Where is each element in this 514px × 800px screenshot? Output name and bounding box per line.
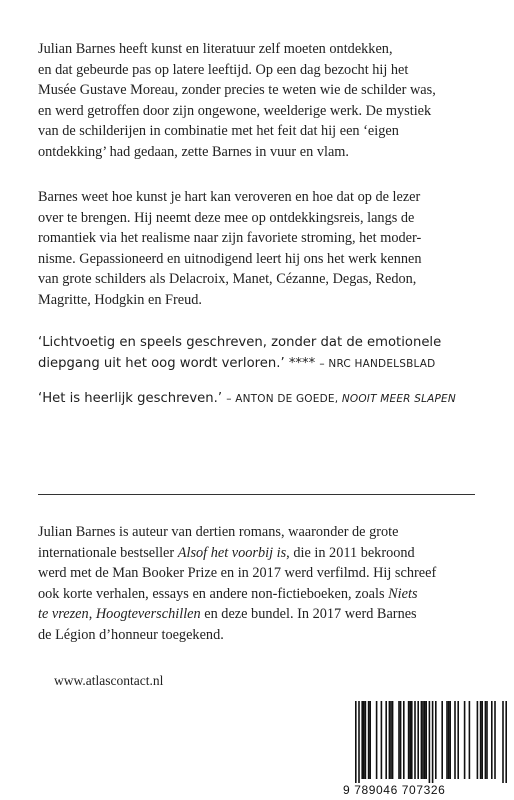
quote-text: diepgang uit het oog wordt verloren.’ **** [38,355,316,371]
quote-line [38,389,486,410]
review-quote-nrc [38,333,486,374]
barcode-bar [454,701,456,779]
barcode-bar [400,701,402,779]
barcode-bar [481,701,483,779]
book-title: Niets [388,585,418,602]
intro-line: Musée Gustave Moreau, zonder precies te weten wie de schilder was, [38,82,436,98]
bio-line [38,584,486,605]
barcode-bar [494,701,496,779]
bio-line: de Légion d’honneur toegekend. [38,626,224,643]
quote-source-name: – ANTON DE GOEDE, [226,393,339,405]
barcode-bar [446,701,448,779]
barcode-bar [485,701,487,779]
isbn-number: 9 789046 707326 [343,783,446,797]
barcode-bar [477,701,479,779]
barcode-bar [435,701,437,779]
second-line: Magritte, Hodgkin en Freud. [38,291,202,308]
second-line: over te brengen. Hij neemt deze mee op ontdekkingsreis, langs de [38,209,415,226]
second-paragraph [38,187,486,310]
barcode-bar [381,701,383,779]
book-title: Alsof het voorbij is [177,544,287,561]
section-divider [38,494,475,495]
barcode-bar [358,701,360,783]
barcode-bar [425,701,427,779]
barcode-bar [411,701,413,779]
second-line: romantiek via het realisme naar zijn favoriete stroming, het moder- [38,230,422,246]
bio-text: internationale bestseller [38,544,178,561]
barcode-bar [403,701,405,779]
second-line: van grote schilders als Delacroix, Manet, Cézanne, Degas, Redon, [38,271,417,287]
isbn-barcode [343,679,511,800]
bio-text: en deze bundel. In 2017 werd Barnes [200,606,417,622]
barcode-bar [389,701,391,779]
quote-text: ‘Het is heerlijk geschreven.’ [38,391,223,406]
second-line: nisme. Gepassioneerd en uitnodigend leert hij ons het werk kennen [38,250,422,267]
bio-text: ook korte verhalen, essays en andere non-fictieboeken, zoals [38,585,389,602]
barcode-bar [385,701,387,779]
barcode-bar [417,701,419,779]
quote-line: ‘Lichtvoetig en speels geschreven, zonder dat de emotionele [38,335,442,350]
barcode-bar [392,701,394,779]
bio-line [38,604,486,625]
barcode-bar [369,701,371,779]
barcode-bars [343,679,511,783]
barcode-bar [448,701,450,779]
barcode-bar [409,701,411,779]
bio-line [38,543,486,564]
barcode-bar [469,701,471,779]
book-title: Hoogteverschillen [95,606,201,622]
intro-line: van de schilderijen in combinatie met het feit dat hij een ‘eigen [38,123,399,139]
intro-line: Julian Barnes heeft kunst en literatuur zelf moeten ontdekken, [38,41,393,57]
barcode-bar [390,701,392,779]
publisher-website[interactable]: www.atlascontact.nl [54,673,164,688]
author-bio [38,522,486,645]
barcode-bar [363,701,365,779]
quote-line [38,354,486,375]
barcode-bar [408,701,410,779]
intro-line: ontdekking’ had gedaan, zette Barnes in vuur en vlam. [38,143,349,160]
quote-source [226,393,456,405]
intro-line: en dat gebeurde pas op latere leeftijd. Op een dag bezocht hij het [38,61,409,78]
barcode-bar [429,701,431,783]
quote-source-title: NOOIT MEER SLAPEN [341,393,456,405]
intro-line: en werd getroffen door zijn ongewone, weelderige werk. De mystiek [38,102,432,119]
barcode-bar [449,701,451,779]
barcode-bar [502,701,504,783]
barcode-bar [398,701,400,779]
barcode-bar [361,701,363,779]
bio-line: Julian Barnes is auteur van dertien romans, waaronder de grote [38,524,399,540]
barcode-bar [421,701,423,779]
barcode-bar [441,701,443,779]
barcode-bar [505,701,507,783]
barcode-bar [365,701,367,779]
bio-line: werd met de Man Booker Prize en in 2017 werd verfilmd. Hij schreef [38,565,437,581]
review-quote-de-goede [38,389,486,410]
barcode-bar [368,701,370,779]
bio-text: , [88,606,96,622]
bio-text: , die in 2011 bekroond [286,544,415,561]
barcode-bar [491,701,493,779]
intro-paragraph [38,39,486,162]
barcode-bar [464,701,466,779]
barcode-bar [457,701,459,779]
barcode-bar [432,701,434,783]
barcode-bar [480,701,482,779]
barcode-bar [355,701,357,783]
second-line: Barnes weet hoe kunst je hart kan veroveren en hoe dat op de lezer [38,189,421,205]
barcode-bar [422,701,424,779]
book-title: te vrezen [38,606,89,622]
barcode-bar [486,701,488,779]
quote-source: – NRC HANDELSBLAD [319,357,436,370]
barcode-bar [414,701,416,779]
barcode-bar [424,701,426,779]
barcode-bar [376,701,378,779]
